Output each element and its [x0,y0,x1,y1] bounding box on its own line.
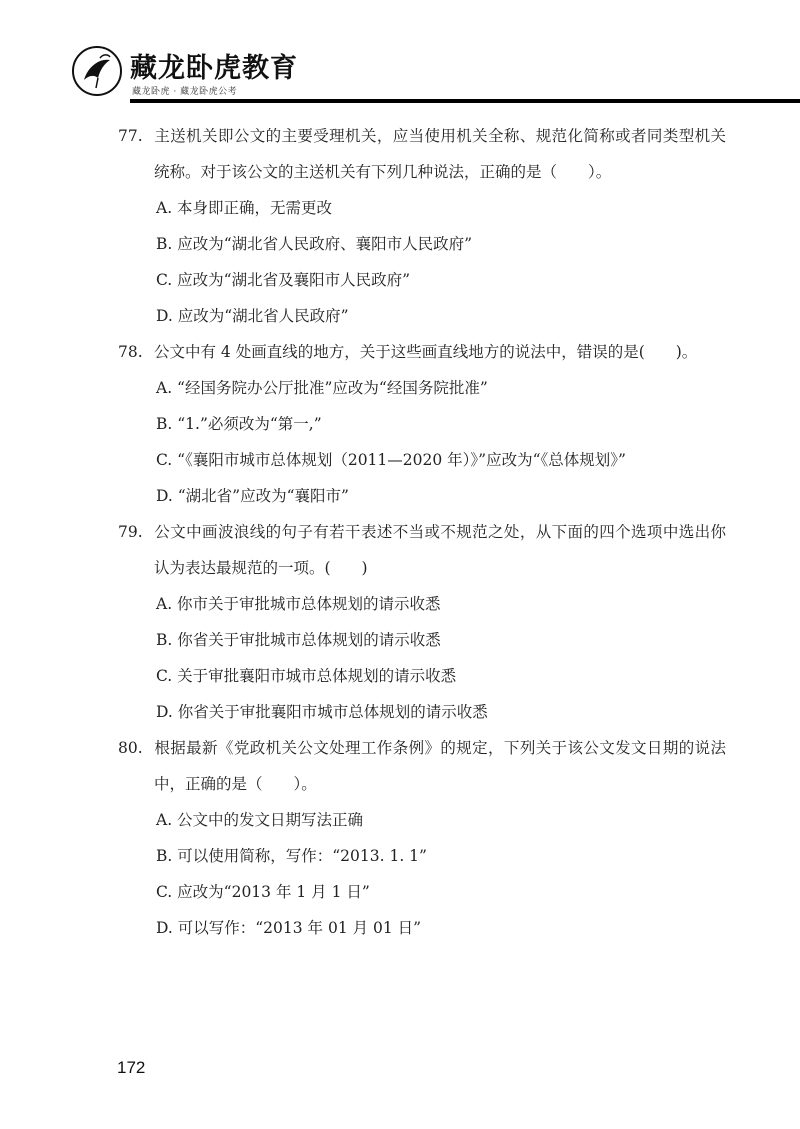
option-c: C. 应改为“2013 年 1 月 1 日” [156,883,370,901]
option-d: D. 你省关于审批襄阳市城市总体规划的请示收悉 [156,703,488,721]
question-80 [0,730,800,946]
question-text: 公文中有 4 处画直线的地方，关于这些画直线地方的说法中，错误的是( )。 [154,343,698,361]
option-b: B. 应改为“湖北省人民政府、襄阳市人民政府” [156,235,473,253]
option-d: D. 可以写作：“2013 年 01 月 01 日” [156,919,422,937]
question-stem [0,334,800,370]
option-c: C. “《襄阳市城市总体规划（2011—2020 年）》”应改为“《总体规划》” [156,451,626,469]
question-text: 公文中画波浪线的句子有若干表述不当或不规范之处，从下面的四个选项中选出你认为表达最规范的一项。( ) [154,523,726,577]
option-b: B. “1.”必须改为“第一,” [156,415,322,433]
page-header [70,40,800,100]
option-d: D. 应改为“湖北省人民政府” [156,307,349,325]
option-a: A. “经国务院办公厅批准”应改为“经国务院批准” [156,379,488,397]
option-b: B. 你省关于审批城市总体规划的请示收悉 [156,631,441,649]
option-a: A. 你市关于审批城市总体规划的请示收悉 [156,595,441,613]
question-stem [0,730,800,802]
option-a: A. 本身即正确，无需更改 [156,199,333,217]
question-number: 78. [118,343,143,361]
brand-title: 藏龙卧虎教育 [130,53,298,84]
header-divider [130,99,800,103]
question-stem [0,514,800,586]
question-79 [0,514,800,730]
question-77 [0,118,800,334]
bird-logo-icon [70,44,124,98]
question-number: 77. [118,127,143,145]
question-text: 根据最新《党政机关公文处理工作条例》的规定，下列关于该公文发文日期的说法中，正确的是（ ）。 [154,739,726,793]
question-list [0,118,800,946]
option-b: B. 可以使用简称，写作：“2013. 1. 1” [156,847,427,865]
option-c: C. 关于审批襄阳市城市总体规划的请示收悉 [156,667,457,685]
question-stem [0,118,800,190]
page-number: 172 [117,1058,146,1077]
brand-subtitle: 藏龙卧虎 · 藏龙卧虎公考 [132,87,238,97]
question-text: 主送机关即公文的主要受理机关，应当使用机关全称、规范化简称或者同类型机关统称。对于该公文的主送机关有下列几种说法，正确的是（ ）。 [154,127,726,181]
option-a: A. 公文中的发文日期写法正确 [156,811,364,829]
option-c: C. 应改为“湖北省及襄阳市人民政府” [156,271,411,289]
question-78 [0,334,800,514]
option-d: D. “湖北省”应改为“襄阳市” [156,487,349,505]
question-number: 79. [118,523,143,541]
question-number: 80. [118,739,143,757]
